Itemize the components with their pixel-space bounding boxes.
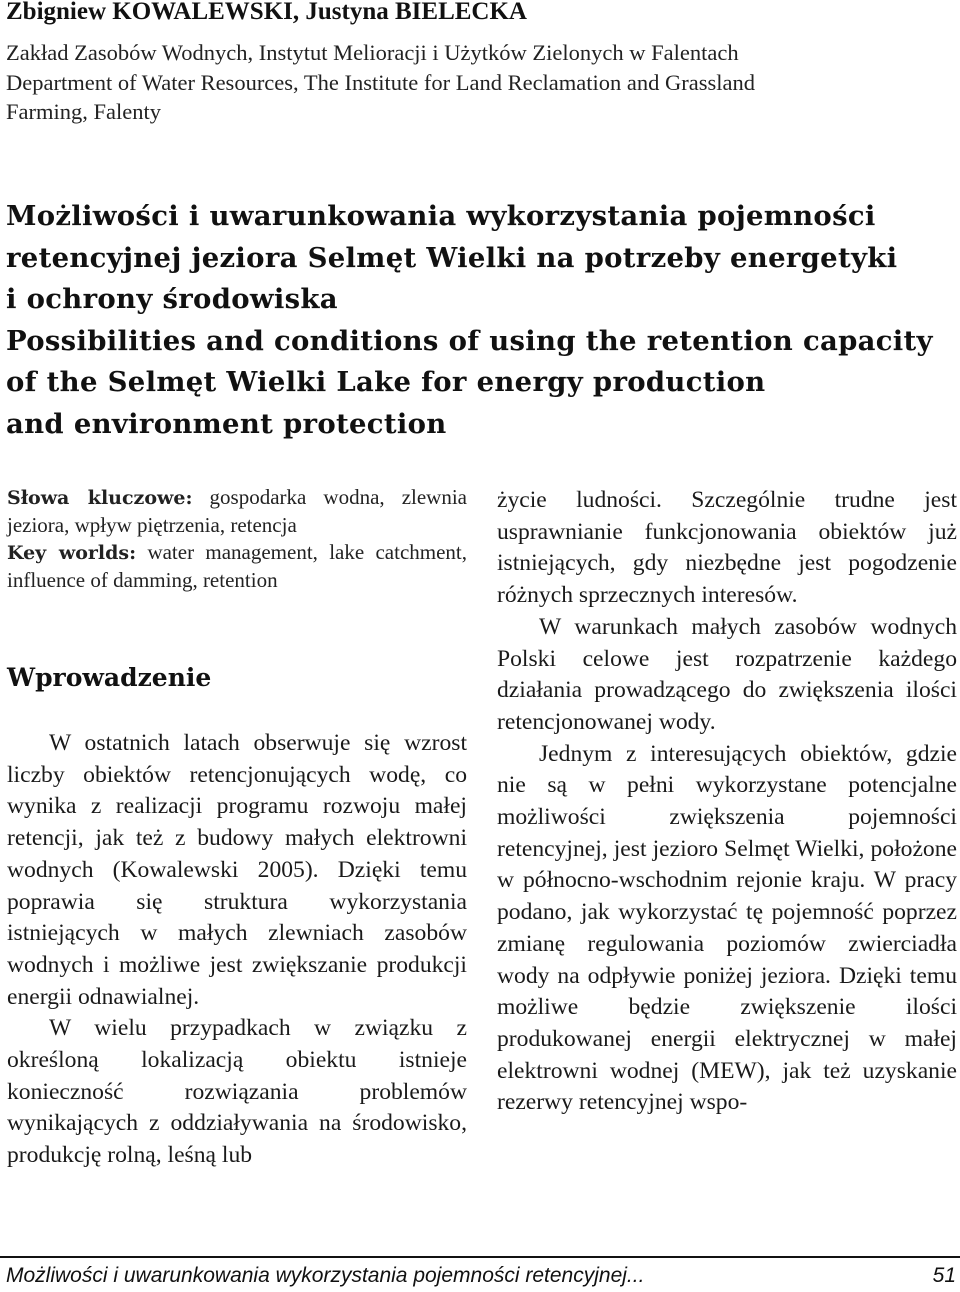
title-line-pl: retencyjnej jeziora Selmęt Wielki na potrzeby energetyki xyxy=(6,241,898,274)
keywords-pl-label: Słowa kluczowe: xyxy=(7,487,193,509)
left-body-text xyxy=(7,728,467,1172)
section-heading: Wprowadzenie xyxy=(7,663,212,692)
paragraph: życie ludności. Szczególnie trudne jest usprawnianie funkcjonowania obiektów już istniejących, gdy niezbędne jest pogodzenie różnych sprzecznych interesów. xyxy=(497,487,957,609)
affiliation-line: Farming, Falenty xyxy=(6,99,161,124)
keywords-pl xyxy=(7,484,467,539)
affiliation-line: Department of Water Resources, The Institute for Land Reclamation and Grassland xyxy=(6,69,755,95)
keywords-en xyxy=(7,539,467,594)
right-column xyxy=(497,485,957,1119)
title-line-en: and environment protection xyxy=(6,407,447,440)
title-line-en: Possibilities and conditions of using the retention capacity xyxy=(6,324,933,357)
paragraph: W ostatnich latach obserwuje się wzrost liczby obiektów retencjonujących wodę, co wynika z realizacji programu rozwoju małej retencji, jak też z budowy małych elektrowni wodnych (Kowalewski 2005). Dzięki temu poprawia się struktura wykorzystania istniejących w małych zlewniach zasobów wodnych i możliwe jest zwiększanie produkcji energii odnawialnej. xyxy=(7,730,467,1010)
paragraph: W warunkach małych zasobów wodnych Polski celowe jest rozpatrzenie każdego działania prowadzącego do zwiększenia ilości retencjonowanej wody. xyxy=(497,613,957,735)
title-line-en: of the Selmęt Wielki Lake for energy production xyxy=(6,366,766,398)
left-column xyxy=(7,484,467,1172)
page-number: 51 xyxy=(932,1264,956,1287)
paragraph: Jednym z interesujących obiektów, gdzie nie są w pełni wykorzystane potencjalne możliwości zwiększenia pojemności retencyjnej, jest jezioro Selmęt Wielki, położone w północno-wschodnim rejonie kraju. W pracy podano, jak wykorzystać tę pojemność poprzez zmianę regulowania poziomów zwierciadła wody na odpływie poniżej jeziora. Dzięki temu możliwe będzie zwiększenie ilości produkowanej energii elektrycznej w małej elektrowni wodnej (MEW), jak też uzyskanie rezerwy retencyjnej wspo- xyxy=(497,740,957,1116)
affiliation-line: Zakład Zasobów Wodnych, Instytut Melioracji i Użytków Zielonych w Falentach xyxy=(6,40,739,65)
keywords-en-text: water management, lake catchment, influence of damming, retention xyxy=(7,540,468,592)
keywords-en-label: Key worlds: xyxy=(7,542,137,564)
paragraph: W wielu przypadkach w związku z określoną lokalizacją obiektu istnieje konieczność rozwiązania problemów wynikających z oddziaływania na środowisko, produkcję rolną, leśną lub xyxy=(7,1015,467,1169)
right-body-text xyxy=(497,485,957,1119)
keywords-pl-text: gospodarka wodna, zlewnia jeziora, wpływ piętrzenia, retencja xyxy=(7,485,468,537)
paper-title xyxy=(6,196,956,445)
footer-rule xyxy=(0,1256,960,1258)
affiliation xyxy=(6,38,956,127)
keywords-block xyxy=(7,484,467,594)
running-title: Możliwości i uwarunkowania wykorzystania pojemności retencyjnej... xyxy=(6,1264,645,1287)
title-line-pl: i ochrony środowiska xyxy=(6,283,338,315)
title-line-pl: Możliwości i uwarunkowania wykorzystania pojemności xyxy=(6,200,876,232)
authors: Zbigniew KOWALEWSKI, Justyna BIELECKA xyxy=(6,0,527,25)
